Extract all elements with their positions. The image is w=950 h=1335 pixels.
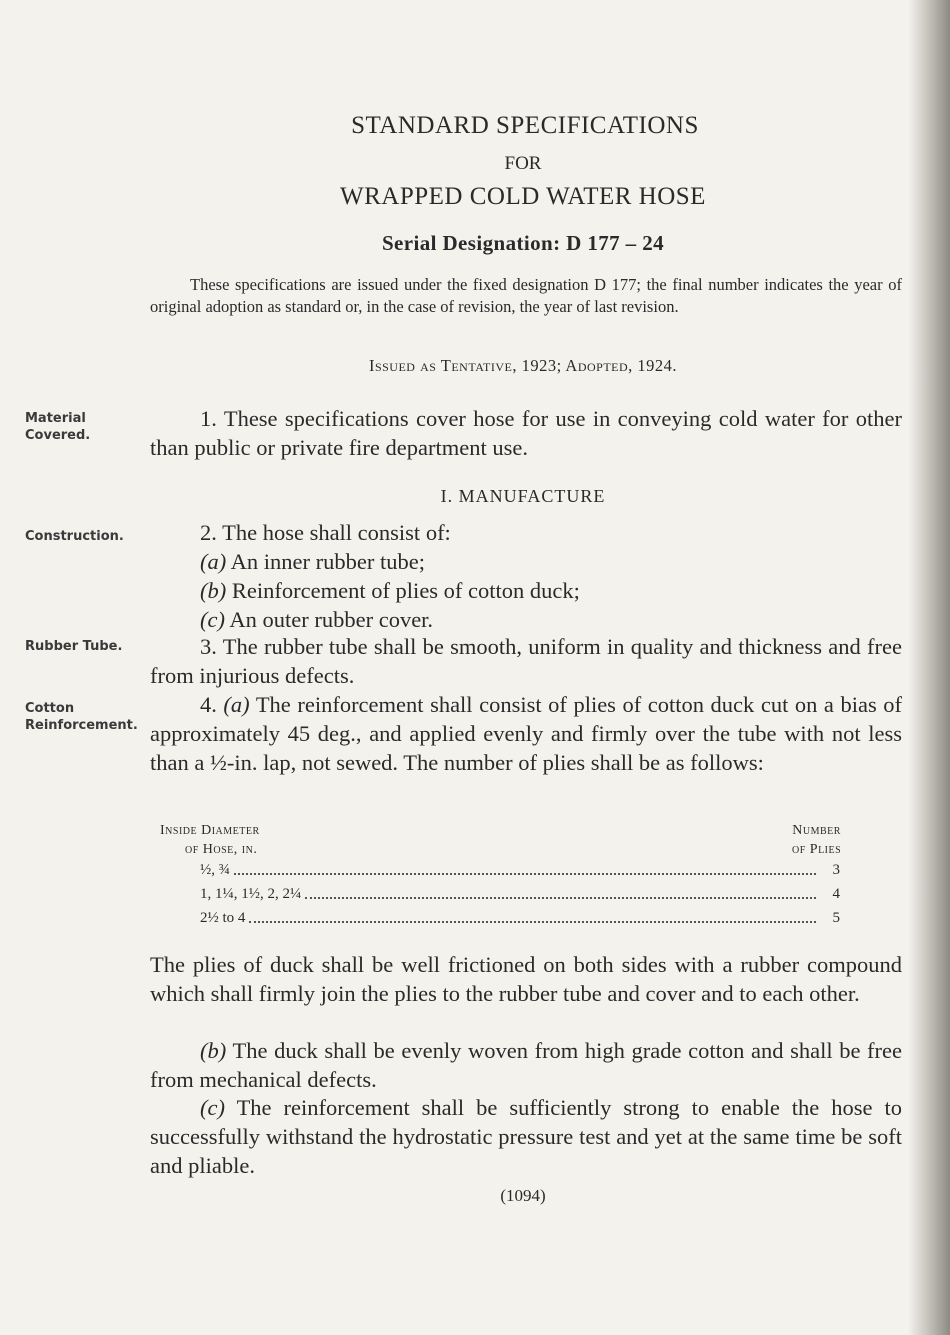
paragraph-1: 1. These specifications cover hose for use in conveying cold water for other than public or private fire department use. [150,406,902,460]
paragraph-4-marker: (a) [223,692,250,717]
list-marker: (c) [200,607,225,632]
list-text: Reinforcement of plies of cotton duck; [231,578,580,603]
page-number: (1094) [500,1186,546,1205]
paragraph-4b [150,1036,902,1094]
paragraph-4a [150,690,902,777]
paragraph-4c-marker: (c) [200,1095,225,1120]
table-row [200,908,840,928]
table-col1-header [160,821,260,859]
title-line-2: WRAPPED COLD WATER HOSE [340,183,706,210]
dot-leader [234,860,816,875]
paragraph-2 [200,518,900,634]
list-text: An inner rubber tube; [230,549,425,574]
paragraph-3: 3. The rubber tube shall be smooth, uniform in quality and thickness and free from injurious defects. [150,634,902,688]
table-col2-header [792,821,841,859]
margin-note-material-covered: Material Covered. [25,411,91,443]
serial-designation: Serial Designation: D 177 – 24 [381,231,665,255]
table-cell-diameter: ½, ¾ [200,862,230,878]
section-heading: I. MANUFACTURE [440,486,606,506]
intro-note: These specifications are issued under the fixed designation D 177; the final number indicates the year of original adoption as standard or, in the case of revision, the year of last revision. [150,275,902,316]
paragraph-4b-text: The duck shall be evenly woven from high grade cotton and shall be free from mechanical defects. [150,1038,903,1092]
table-cell-plies: 4 [832,886,840,902]
paragraph-4-number: 4. [200,692,217,717]
list-marker: (a) [200,549,227,574]
table-cell-plies: 3 [832,862,840,878]
dot-leader [305,884,816,899]
margin-note-cotton-reinforcement: Cotton Reinforcement. [25,701,138,733]
list-item [200,605,900,634]
title-line-1: STANDARD SPECIFICATIONS [351,112,699,139]
table-row [200,860,840,880]
table-cell-plies: 5 [832,910,840,926]
table-row [200,884,840,904]
paragraph-4c [150,1093,902,1180]
paragraph-4-text: The reinforcement shall consist of plies of cotton duck cut on a bias of approximately 45 deg., and applied evenly and firmly over the tube with not less than a ½-in. lap, not sewed. The number of plies shall be as follows: [150,692,902,775]
table-col2-header-line2: of Plies [792,842,842,857]
paragraph-4c-text: The reinforcement shall be sufficiently strong to enable the hose to successfully withstand the hydrostatic pressure test and yet at the same time be soft and pliable. [150,1095,902,1178]
list-item [200,547,900,576]
table-cell-diameter: 2½ to 4 [200,910,246,926]
dot-leader [249,908,816,923]
paragraph-4-continued: The plies of duck shall be well frictioned on both sides with a rubber compound which shall firmly join the plies to the rubber tube and cover and to each other. [150,952,902,1006]
title-for: FOR [504,153,542,174]
paragraph-4b-marker: (b) [200,1038,227,1063]
issued-line: Issued as Tentative, 1923; Adopted, 1924. [368,356,678,375]
margin-note-rubber-tube: Rubber Tube. [25,639,123,654]
list-marker: (b) [200,578,227,603]
table-cell-diameter: 1, 1¼, 1½, 2, 2¼ [200,886,302,902]
table-col1-header-line2: of Hose, in. [185,842,258,857]
paragraph-2-lead: 2. The hose shall consist of: [200,520,451,545]
list-text: An outer rubber cover. [229,607,434,632]
margin-note-construction: Construction. [25,529,124,544]
table-col2-header-line1: Number [792,823,841,838]
table-col1-header-line1: Inside Diameter [160,823,260,838]
list-item [200,576,900,605]
